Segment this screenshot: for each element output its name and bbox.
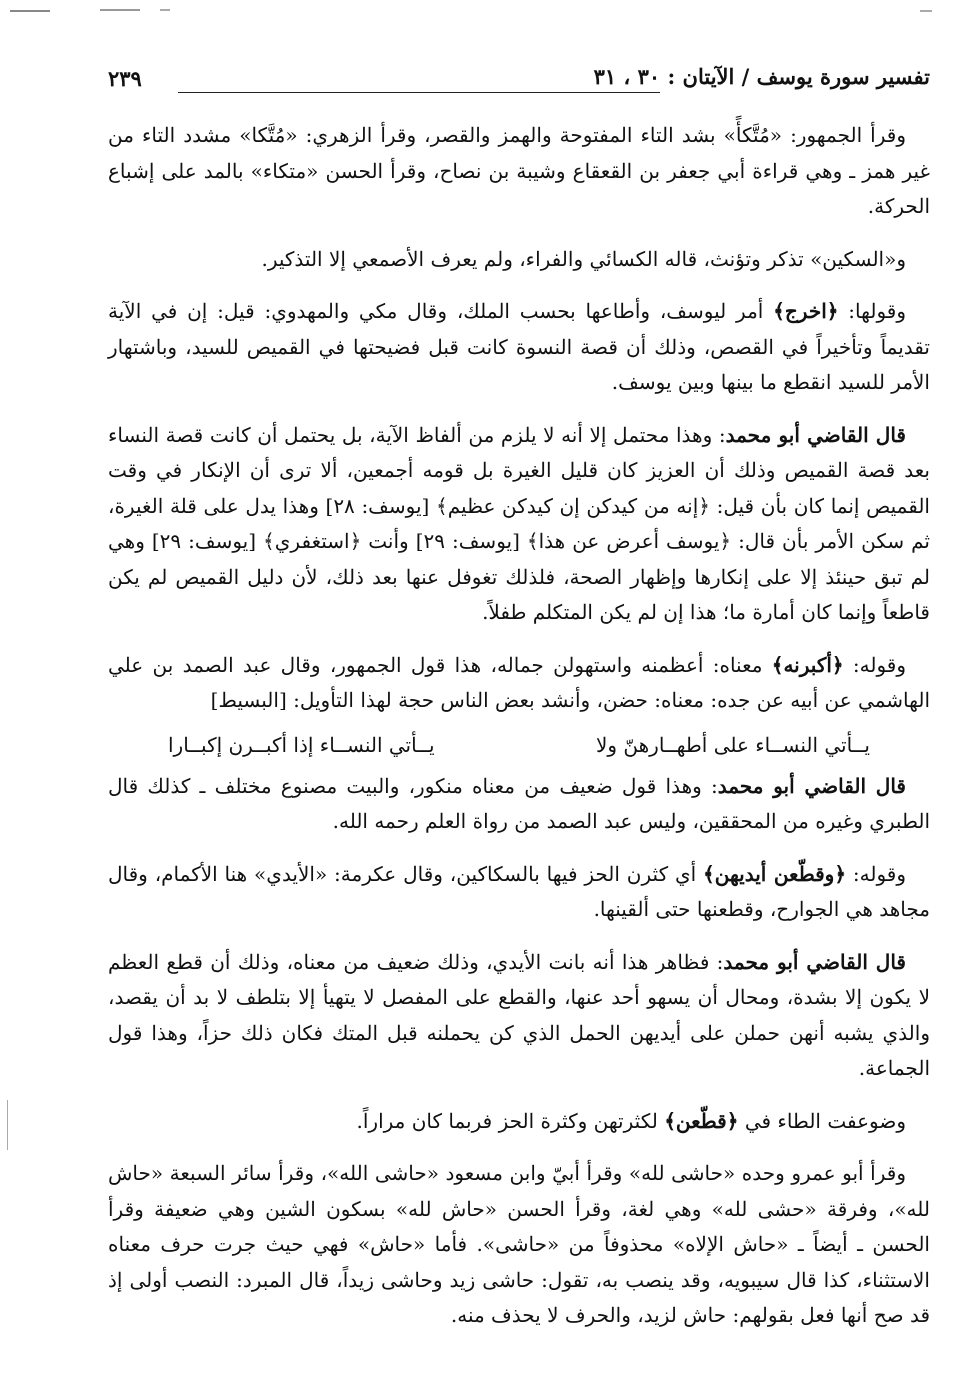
paragraph [108,418,930,631]
scan-mark [100,9,140,11]
text-run: و«السكين» تذكر وتؤنث، قاله الكسائي والفراء، ولم يعرف الأصمعي إلا التذكير. [261,246,906,271]
scan-mark [10,10,50,12]
text-run: [يوسف: ٢٨] وهذا يدل على قلة الغيرة، ثم سكن الأمر بأن قال: [108,493,930,553]
text-run: وقرأ أبو عمرو وحده «حاشى لله» وقرأ أبيّ وابن مسعود «حاشى الله»، وقرأ سائر السبعة «حاش لله»، وفرقة «حشى لله» وهي لغة، وقرأ الحسن «حاش لله» بسكون الشين وهي ضعيفة وقرأ الحسن ـ أيضاً ـ «حاش الإلاه» محذوفاً من «حاشى». فأما «حاش» فهي حيث جرت حرف معناه الاستثناء، كذا قال سيبويه، وقد ينصب به، تقول: حاشى زيد وحاشى زيداً، قال المبرد: النصب أولى إذ قد صح أنها فعل بقولهم: حاش لزيد، والحرف لا يحذف منه. [108,1161,930,1327]
text-run: ﴿استغفري﴾ [263,529,362,553]
text-run: ﴿يوسف أعرض عن هذا﴾ [526,529,732,553]
text-run: وقرأ الجمهور: «مُتَّكأً» بشد التاء المفتوحة والهمز والقصر، وقرأ الزهري: «مُتَّكا» مشدد التاء من غير همز ـ وهي قراءة أبي جعفر بن القعقاع وشيبة بن نصاح، وقرأ الحسن «متكاء» بالمد على إشباع الحركة. [108,123,930,218]
bold-phrase: ﴿اخرج﴾ [773,299,839,323]
header-rule [178,92,660,93]
scan-edge-marks [0,6,976,20]
text-run: وقولها: [838,299,906,323]
bold-phrase: قال القاضي أبو محمد [717,773,906,798]
paragraph [108,945,930,1087]
margin-line [7,1100,8,1150]
scan-mark [160,9,170,11]
text-run: : فظاهر هذا أنه بانت الأيدي، وذلك ضعيف من معناه، وذلك أن قطع العظم لا يكون إلا بشدة، ومحال أن يسهو أحد عنها، والقطع على المفصل لا يتهيأ إلا بتلطف لا بد أن يقصد، والذي يشبه أنهن حملن على أيديهن الحمل الذي كن يحملنه قبل المتك فكان ذلك حزاً، وهذا قول الجماعة. [108,949,930,1080]
bold-phrase: قال القاضي أبو محمد [725,422,906,447]
text-run: ﴿إنه من كيدكن إن كيدكن عظيم﴾ [436,493,710,518]
text-run: معناه: أعظمنه واستهولن جماله، هذا قول الجمهور، وقال عبد الصمد بن علي الهاشمي عن أبيه عن جده: معناه: حضن، وأنشد بعض الناس حجة لهذا التأويل: [البسيط] [108,652,930,712]
paragraph [108,769,930,840]
verse-hemistich: يــأتي النســاء على أطهــارهنّ ولا [595,732,870,757]
paragraph [108,1104,930,1140]
paragraph [108,648,930,719]
paragraph [108,1156,930,1334]
text-run: أي كثرن الحز فيها بالسكاكين، وقال عكرمة: «الأيدي» هنا الأكمام، وقال مجاهد هي الجوارح، وقطعنها حتى ألقينها. [108,861,930,921]
text-run: : وهذا محتمل إلا أنه لا يلزم من ألفاظ الآية، بل يحتمل أن كانت قصة النساء بعد قصة القميص وذلك أن العزيز كان قليل الغيرة بل قومه أجمعين، ألا ترى أن الإنكار في وقت القميص إنما كان بأن قيل: [108,422,930,518]
bold-phrase: ﴿قطّعن﴾ [664,1108,739,1133]
bold-phrase: قال القاضي أبو محمد [723,949,906,974]
paragraph [108,242,930,278]
text-run: وقوله: [843,652,907,677]
bold-phrase: ﴿أكبرنه﴾ [771,652,844,677]
main-text [108,118,930,1351]
text-run: وضوعفت الطاء في [738,1108,906,1133]
paragraph [108,294,930,401]
bold-phrase: ﴿وقطّعن أيديهن﴾ [703,861,847,886]
scan-mark [920,10,932,12]
text-run: : وهذا قول ضعيف من معناه منكور، والبيت مصنوع مختلف ـ كذلك قال الطبري وغيره من المحققين، وليس عبد الصمد من رواة العلم رحمه الله. [108,773,930,833]
running-title: تفسير سورة يوسف / الآيتان : ٣٠ ، ٣١ [593,64,930,89]
verse-hemistich: يــأتي النســاء إذا أكبــرن إكبــارا [168,732,435,757]
text-run: لكثرتهن وكثرة الحز فربما كان مراراً. [356,1108,665,1133]
paragraph [108,857,930,928]
text-run: [يوسف: ٢٩] وهي لم تبق حينئذ إلا على إنكارها وإظهار الصحة، فلذلك تغوفل عنها بعد ذلك، لأن دليل القميص لم يكن قاطعاً وإنما كان أمارة ما؛ هذا إن لم يكن المتكلم طفلاً. [108,529,930,624]
text-run: أمر ليوسف، وأطاعها بحسب الملك، وقال مكي والمهدوي: قيل: إن في الآية تقديماً وتأخيراً في القصص، وذلك أن قصة النسوة كانت قبل فضيحتها في القميص للسيد، وباشتهار الأمر للسيد انقطع ما بينها وبين يوسف. [108,299,930,394]
page-header [108,64,930,104]
paragraph [108,118,930,225]
poetry-verse [168,727,870,763]
text-run: وقوله: [846,861,907,886]
page-number: ٢٣٩ [108,66,142,91]
text-run: [يوسف: ٢٩] وأنت [361,529,527,553]
